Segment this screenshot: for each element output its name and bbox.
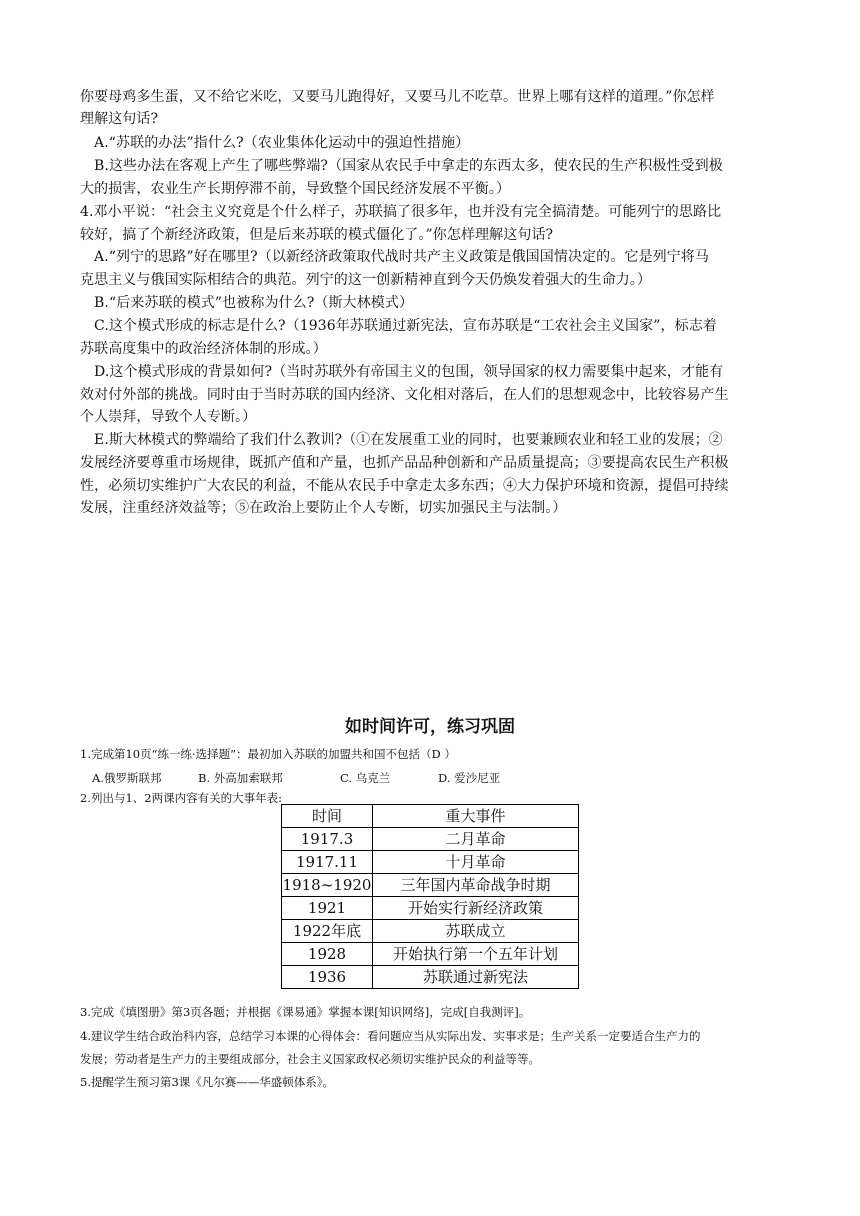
option-b: B. 外高加索联邦 [198,771,283,785]
question-a-line: A.“苏联的办法”指什么?（农业集体化运动中的强迫性措施） [94,135,470,151]
chronology-table [281,804,579,989]
paragraph-line: 理解这句话? [80,111,159,127]
table-cell-time: 1917.11 [282,851,373,874]
practice-item-2: 2.列出与1、2两课内容有关的大事年表: [80,791,282,805]
paragraph-line: 发展经济要尊重市场规律，既抓产值和产量，也抓产品品种创新和产品质量提高；③要提高农民生产积极 [80,455,729,471]
table-cell-time: 1928 [282,943,373,966]
table-cell-time: 1921 [282,897,373,920]
table-row [282,851,579,874]
table-row [282,943,579,966]
question-d-line: D.这个模式形成的背景如何?（当时苏联外有帝国主义的包围，领导国家的权力需要集中起来，才能有 [94,364,724,380]
paragraph-line: 大的损害，农业生产长期停滞不前，导致整个国民经济发展不平衡。） [80,181,511,197]
paragraph-line: 克思主义与俄国实际相结合的典范。列宁的这一创新精神直到今天仍焕发着强大的生命力。） [80,272,652,288]
table-cell-event: 苏联成立 [373,920,579,943]
table-cell-time: 1918~1920 [282,874,373,897]
practice-item-1: 1.完成第10页“练一练·选择题”：最初加入苏联的加盟共和国不包括（D ） [80,747,456,761]
question-a-line: A.“列宁的思路”好在哪里?（以新经济政策取代战时共产主义政策是俄国国情决定的。它是列宁将马 [94,249,709,265]
paragraph-line: 较好，搞了个新经济政策，但是后来苏联的模式僵化了。”你怎样理解这句话? [80,227,554,243]
practice-item-5: 5.提醒学生预习第3课《凡尔赛——华盛顿体系》。 [80,1075,335,1089]
paragraph-line: 个人崇拜，导致个人专断。） [80,409,257,425]
paragraph-line: 效对付外部的挑战。同时由于当时苏联的国内经济、文化相对落后，在人们的思想观念中，比较容易产生 [80,387,729,403]
practice-item-4: 4.建议学生结合政治科内容，总结学习本课的心得体会：看问题应当从实际出发、实事求是；生产关系一定要适合生产力的 [80,1029,701,1043]
table-cell-time: 1936 [282,966,373,989]
question-b-line: B.“后来苏联的模式”也被称为什么?（斯大林模式） [94,295,414,311]
table-cell-event: 开始实行新经济政策 [373,897,579,920]
practice-item-3: 3.完成《填图册》第3页各题；并根据《课易通》掌握本课[知识网络]，完成[自我测评]。 [80,1005,531,1019]
table-row [282,897,579,920]
question-4-line: 4.邓小平说：“社会主义究竟是个什么样子，苏联搞了很多年，也并没有完全搞清楚。可能列宁的思路比 [80,204,722,220]
option-d: D. 爱沙尼亚 [438,771,501,785]
option-a: A.俄罗斯联邦 [92,771,162,785]
table-row [282,920,579,943]
table-cell-event: 苏联通过新宪法 [373,966,579,989]
table-cell-event: 二月革命 [373,828,579,851]
table-header-row [282,805,579,828]
question-b-line: B.这些办法在客观上产生了哪些弊端?（国家从农民手中拿走的东西太多，使农民的生产积极性受到极 [94,158,723,174]
table-cell-event: 开始执行第一个五年计划 [373,943,579,966]
table-cell-time: 1917.3 [282,828,373,851]
paragraph-line: 发展，注重经济效益等；⑤在政治上要防止个人专断，切实加强民主与法制。） [80,500,567,516]
paragraph-line: 性，必须切实维护广大农民的利益，不能从农民手中拿走太多东西；④大力保护环境和资源，提倡可持续 [80,478,729,494]
practice-item-4-cont: 发展；劳动者是生产力的主要组成部分，社会主义国家政权必须切实维护民众的利益等等。 [80,1052,540,1066]
section-heading: 如时间许可，练习巩固 [345,717,515,737]
paragraph-line: 苏联高度集中的政治经济体制的形成。） [80,341,327,357]
table-row [282,828,579,851]
table-row [282,874,579,897]
table-header-event: 重大事件 [373,805,579,828]
paragraph-line: 你要母鸡多生蛋，又不给它米吃，又要马儿跑得好，又要马儿不吃草。世界上哪有这样的道理。”你怎样 [80,89,715,105]
table-cell-time: 1922年底 [282,920,373,943]
question-e-line: E.斯大林模式的弊端给了我们什么教训?（①在发展重工业的同时，也要兼顾农业和轻工业的发展；② [94,432,723,448]
question-c-line: C.这个模式形成的标志是什么?（1936年苏联通过新宪法，宣布苏联是“工农社会主义国家”，标志着 [94,318,717,334]
table-cell-event: 三年国内革命战争时期 [373,874,579,897]
table-row [282,966,579,989]
table-cell-event: 十月革命 [373,851,579,874]
table-header-time: 时间 [282,805,373,828]
option-c: C. 乌克兰 [340,771,391,785]
